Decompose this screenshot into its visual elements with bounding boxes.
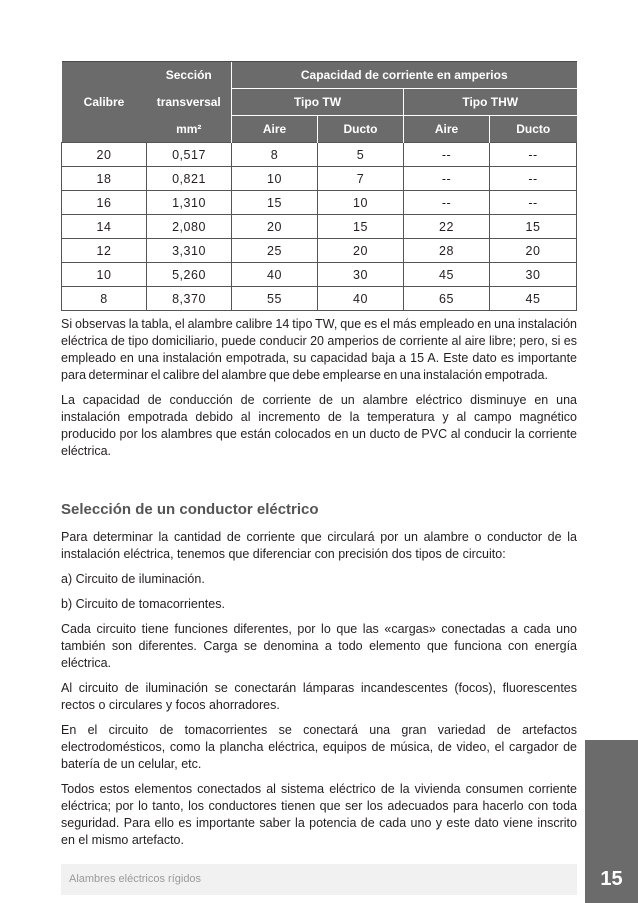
ampacity-table-body (62, 143, 577, 311)
table-cell: 0,821 (147, 167, 232, 191)
table-cell: 8,370 (147, 287, 232, 311)
table-cell: 40 (232, 263, 318, 287)
header-tipo-tw: Tipo TW (232, 89, 404, 116)
header-tipo-thw: Tipo THW (404, 89, 577, 116)
header-seccion-1: Sección (147, 62, 232, 89)
paragraph-lighting-circuit: Al circuito de iluminación se conectarán lámparas incandescentes (focos), fluorescentes rectos o circulares y focos ahorradores. (61, 681, 577, 712)
header-thw-ducto: Ducto (490, 116, 577, 143)
header-capacidad: Capacidad de corriente en amperios (232, 62, 577, 89)
page-number: 15 (600, 868, 623, 890)
table-cell: 15 (490, 215, 577, 239)
table-cell: 20 (318, 239, 404, 263)
table-row (62, 263, 577, 287)
intro-text-block (61, 316, 577, 468)
table-cell: 10 (318, 191, 404, 215)
table-cell: 7 (318, 167, 404, 191)
header-tw-ducto: Ducto (318, 116, 404, 143)
table-cell: 55 (232, 287, 318, 311)
table-cell: 22 (404, 215, 490, 239)
table-cell: -- (404, 143, 490, 167)
table-cell: 45 (404, 263, 490, 287)
table-cell: -- (490, 167, 577, 191)
table-cell: 10 (232, 167, 318, 191)
table-cell: 25 (232, 239, 318, 263)
table-cell: 20 (232, 215, 318, 239)
header-seccion-3: mm² (147, 116, 232, 143)
list-item-b: b) Circuito de tomacorrientes. (61, 597, 225, 611)
section-text-block (61, 529, 577, 857)
table-cell: -- (490, 143, 577, 167)
header-tw-aire: Aire (232, 116, 318, 143)
footer-chapter-label: Alambres eléctricos rígidos (69, 873, 202, 885)
page-number-tab (585, 740, 638, 903)
table-cell: 5,260 (147, 263, 232, 287)
table-cell: 2,080 (147, 215, 232, 239)
header-calibre-top (62, 62, 147, 89)
table-cell: 3,310 (147, 239, 232, 263)
table-cell: 28 (404, 239, 490, 263)
paragraph-loads: Cada circuito tiene funciones diferentes, por lo que las «cargas» conectadas a cada uno también son diferentes. Carga se denomina a todo elemento que funciona con energía eléctrica. (61, 622, 577, 670)
table-cell: 0,517 (147, 143, 232, 167)
table-cell: 45 (490, 287, 577, 311)
header-calibre: Calibre (62, 89, 147, 116)
paragraph-outlet-circuit: En el circuito de tomacorrientes se conectará una gran variedad de artefactos electrodomésticos, como la plancha eléctrica, equipos de música, de video, el cargador de batería de un celular, etc. (61, 723, 577, 771)
table-cell: 30 (318, 263, 404, 287)
list-item-a: a) Circuito de iluminación. (61, 572, 205, 586)
table-cell: 20 (62, 143, 147, 167)
header-seccion-2: transversal (147, 89, 232, 116)
table-row (62, 287, 577, 311)
header-calibre-bottom (62, 116, 147, 143)
table-cell: 30 (490, 263, 577, 287)
ampacity-table (61, 61, 577, 311)
table-cell: 15 (232, 191, 318, 215)
table-cell: 16 (62, 191, 147, 215)
paragraph-capacity-reduction: La capacidad de conducción de corriente de un alambre eléctrico disminuye en una instalación empotrada debido al incremento de la temperatura y al campo magnético producido por los alambres que están colocados en un ducto de PVC al conducir la corriente eléctrica. (61, 393, 577, 458)
table-cell: 20 (490, 239, 577, 263)
table-cell: -- (404, 191, 490, 215)
table-cell: 10 (62, 263, 147, 287)
table-row (62, 239, 577, 263)
table-row (62, 167, 577, 191)
table-cell: 8 (62, 287, 147, 311)
table-cell: 5 (318, 143, 404, 167)
paragraph-power-consumption: Todos estos elementos conectados al sistema eléctrico de la vivienda consumen corriente eléctrica; por lo tanto, los conductores tienen que ser los adecuados para hacerlo con toda seguridad. Para ello es importante saber la potencia de cada uno y este dato viene inscrito en el mismo artefacto. (61, 782, 577, 847)
section-heading: Selección de un conductor eléctrico (61, 501, 319, 518)
ampacity-table-wrapper (61, 61, 576, 311)
table-row (62, 143, 577, 167)
table-cell: 14 (62, 215, 147, 239)
paragraph-circuit-types: Para determinar la cantidad de corriente que circulará por un alambre o conductor de la instalación eléctrica, tenemos que diferenciar con precisión dos tipos de circuito: (61, 530, 577, 561)
table-cell: 8 (232, 143, 318, 167)
table-cell: 18 (62, 167, 147, 191)
header-thw-aire: Aire (404, 116, 490, 143)
table-cell: 12 (62, 239, 147, 263)
table-row (62, 191, 577, 215)
paragraph-table-explanation: Si observas la tabla, el alambre calibre 14 tipo TW, que es el más empleado en una instalación eléctrica de tipo domiciliario, puede conducir 20 amperios de corriente al aire libre; pero, si es empleado en una instalación empotrada, su capacidad baja a 15 A. Este dato es importante para determinar el calibre del alambre que debe emplearse en una instalación empotrada. (61, 317, 577, 382)
table-cell: 65 (404, 287, 490, 311)
table-cell: -- (490, 191, 577, 215)
footer-bar (61, 864, 577, 895)
table-cell: -- (404, 167, 490, 191)
table-cell: 40 (318, 287, 404, 311)
table-cell: 1,310 (147, 191, 232, 215)
table-row (62, 215, 577, 239)
table-cell: 15 (318, 215, 404, 239)
